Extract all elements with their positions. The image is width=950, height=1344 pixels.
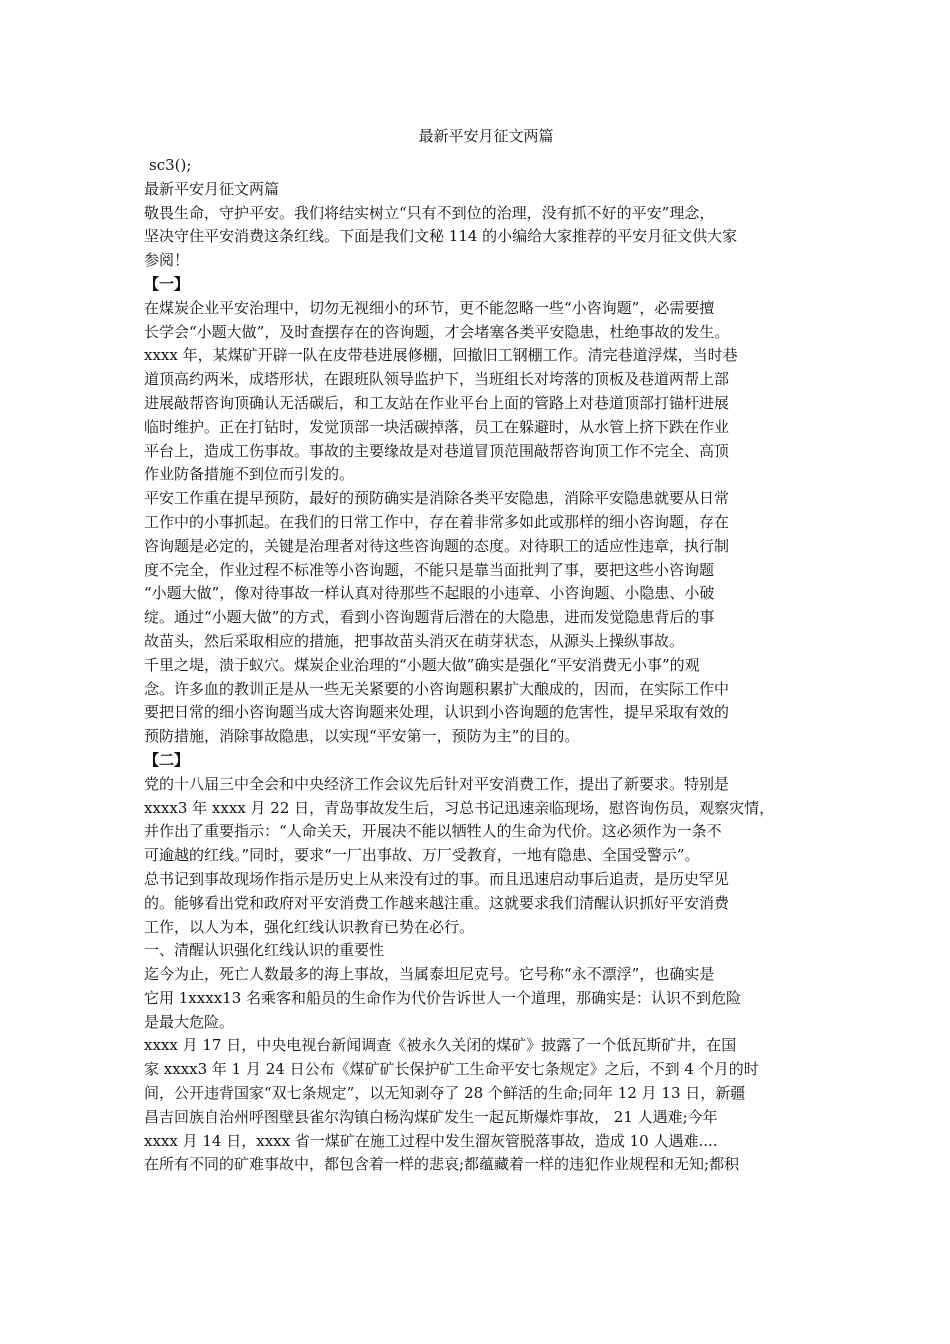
text-line: 平安工作重在提早预防，最好的预防确实是消除各类平安隐患，消除平安隐患就要从日常	[144, 489, 730, 508]
text-line: 要把日常的细小咨询题当成大咨询题来处理，认识到小咨询题的危害性，提早采取有效的	[144, 703, 730, 722]
text-line: xxxx3 年 xxxx 月 22 日，青岛事故发生后，习总书记迅速亲临现场，慰咨询伤员，观察灾情，	[144, 798, 775, 817]
section-heading: 【一】	[144, 274, 190, 293]
document-body	[144, 154, 806, 1177]
text-line: xxxx 月 14 日，xxxx 省一煤矿在施工过程中发生溜灰管脱落事故，造成 10 人遇难....	[144, 1131, 718, 1150]
text-line: 咨询题是必定的，关键是治理者对待这些咨询题的态度。对待职工的适应性违章，执行制	[144, 536, 730, 555]
text-line: 迄今为止，死亡人数最多的海上事故，当属泰坦尼克号。它号称“永不漂浮”，也确实是	[144, 965, 715, 984]
text-line: 最新平安月征文两篇	[144, 179, 280, 198]
text-line: 它用 1xxxx13 名乘客和船员的生命作为代价告诉世人一个道理，那确实是：认识不到危险	[144, 988, 742, 1007]
text-line: 念。许多血的教训正是从一些无关紧要的小咨询题积累扩大酿成的，因而，在实际工作中	[144, 679, 730, 698]
text-line: 的。能够看出党和政府对平安消费工作越来越注重。这就要求我们清醒认识抓好平安消费	[144, 893, 730, 912]
text-line: 间，公开违背国家“双七条规定”，以无知剥夺了 28 个鲜活的生命;同年 12 月 13 日，新疆	[144, 1084, 746, 1103]
text-line: 工作中的小事抓起。在我们的日常工作中，存在着非常多如此或那样的细小咨询题，存在	[144, 512, 730, 531]
text-line: xxxx 年，某煤矿开辟一队在皮带巷进展修棚，回撤旧工钢棚工作。清完巷道浮煤，当时巷	[144, 346, 738, 365]
text-line: “小题大做”，像对待事故一样认真对待那些不起眼的小违章、小咨询题、小隐患、小破	[144, 584, 715, 603]
text-line: 坚决守住平安消费这条红线。下面是我们文秘 114 的小编给大家推荐的平安月征文供大家	[144, 227, 738, 246]
text-line: 敬畏生命，守护平安。我们将结实树立“只有不到位的治理，没有抓不好的平安”理念，	[144, 203, 715, 222]
text-line: 进展敲帮咨询顶确认无活碳后，和工友站在作业平台上面的管路上对巷道顶部打锚杆进展	[144, 393, 730, 412]
text-line: 度不完全，作业过程不标准等小咨询题，不能只是靠当面批判了事，要把这些小咨询题	[144, 560, 715, 579]
text-line: 是最大危险。	[144, 1012, 235, 1031]
text-line: 绽。通过“小题大做”的方式，看到小咨询题背后潜在的大隐患，进而发觉隐患背后的事	[144, 608, 715, 627]
text-line: 可逾越的红线。”同时，要求“一厂出事故、万厂受教育，一地有隐患、全国受警示”。	[144, 846, 700, 865]
text-line: 总书记到事故现场作指示是历史上从来没有过的事。而且迅速启动事后追责，是历史罕见	[144, 869, 730, 888]
text-line: 参阅！	[144, 251, 190, 270]
text-line: 在煤炭企业平安治理中，切勿无视细小的环节，更不能忽略一些“小咨询题”，必需要擅	[144, 298, 715, 317]
document-page	[144, 124, 806, 1177]
text-line: 家 xxxx3 年 1 月 24 日公布《煤矿矿长保护矿工生命平安七条规定》之后，不到 4 个月的时	[144, 1060, 759, 1079]
text-line: 千里之堤，溃于蚁穴。煤炭企业治理的“小题大做”确实是强化“平安消费无小事”的观	[144, 655, 700, 674]
text-line: 预防措施，消除事故隐患，以实现“平安第一，预防为主”的目的。	[144, 727, 580, 746]
text-line: 故苗头，然后采取相应的措施，把事故苗头消灭在萌芽状态，从源头上操纵事故。	[144, 631, 685, 650]
text-line: 长学会“小题大做”，及时查摆存在的咨询题，才会堵塞各类平安隐患，杜绝事故的发生。	[144, 322, 730, 341]
text-line: 一、清醒认识强化红线认识的重要性	[144, 941, 385, 960]
text-line: 平台上，造成工伤事故。事故的主要缘故是对巷道冒顶范围敲帮咨询顶工作不完全、高顶	[144, 441, 730, 460]
text-line: 工作，以人为本，强化红线认识教育已势在必行。	[144, 917, 475, 936]
text-line: 临时维护。正在打钻时，发觉顶部一块活碳掉落，员工在躲避时，从水管上挤下跌在作业	[144, 417, 730, 436]
text-line: 党的十八届三中全会和中央经济工作会议先后针对平安消费工作，提出了新要求。特别是	[144, 774, 730, 793]
text-line: 作业防备措施不到位而引发的。	[144, 465, 355, 484]
text-line: 昌吉回族自治州呼图壁县雀尔沟镇白杨沟煤矿发生一起瓦斯爆炸事故， 21 人遇难;今年	[144, 1107, 718, 1126]
text-line: 并作出了重要指示：“人命关天，开展决不能以牺牲人的生命为代价。这必须作为一条不	[144, 822, 722, 841]
document-title: 最新平安月征文两篇	[418, 127, 554, 145]
text-line: xxxx 月 17 日，中央电视台新闻调查《被永久关闭的煤矿》披露了一个低瓦斯矿井，在国	[144, 1036, 737, 1055]
text-line: 道顶高约两米，成塔形状，在跟班队领导监护下，当班组长对垮落的顶板及巷道两帮上部	[144, 370, 730, 389]
section-heading: 【二】	[144, 750, 190, 769]
text-line: sc3();	[149, 156, 192, 174]
text-line: 在所有不同的矿难事故中，都包含着一样的悲哀;都蕴藏着一样的违犯作业规程和无知;都积	[144, 1155, 740, 1174]
